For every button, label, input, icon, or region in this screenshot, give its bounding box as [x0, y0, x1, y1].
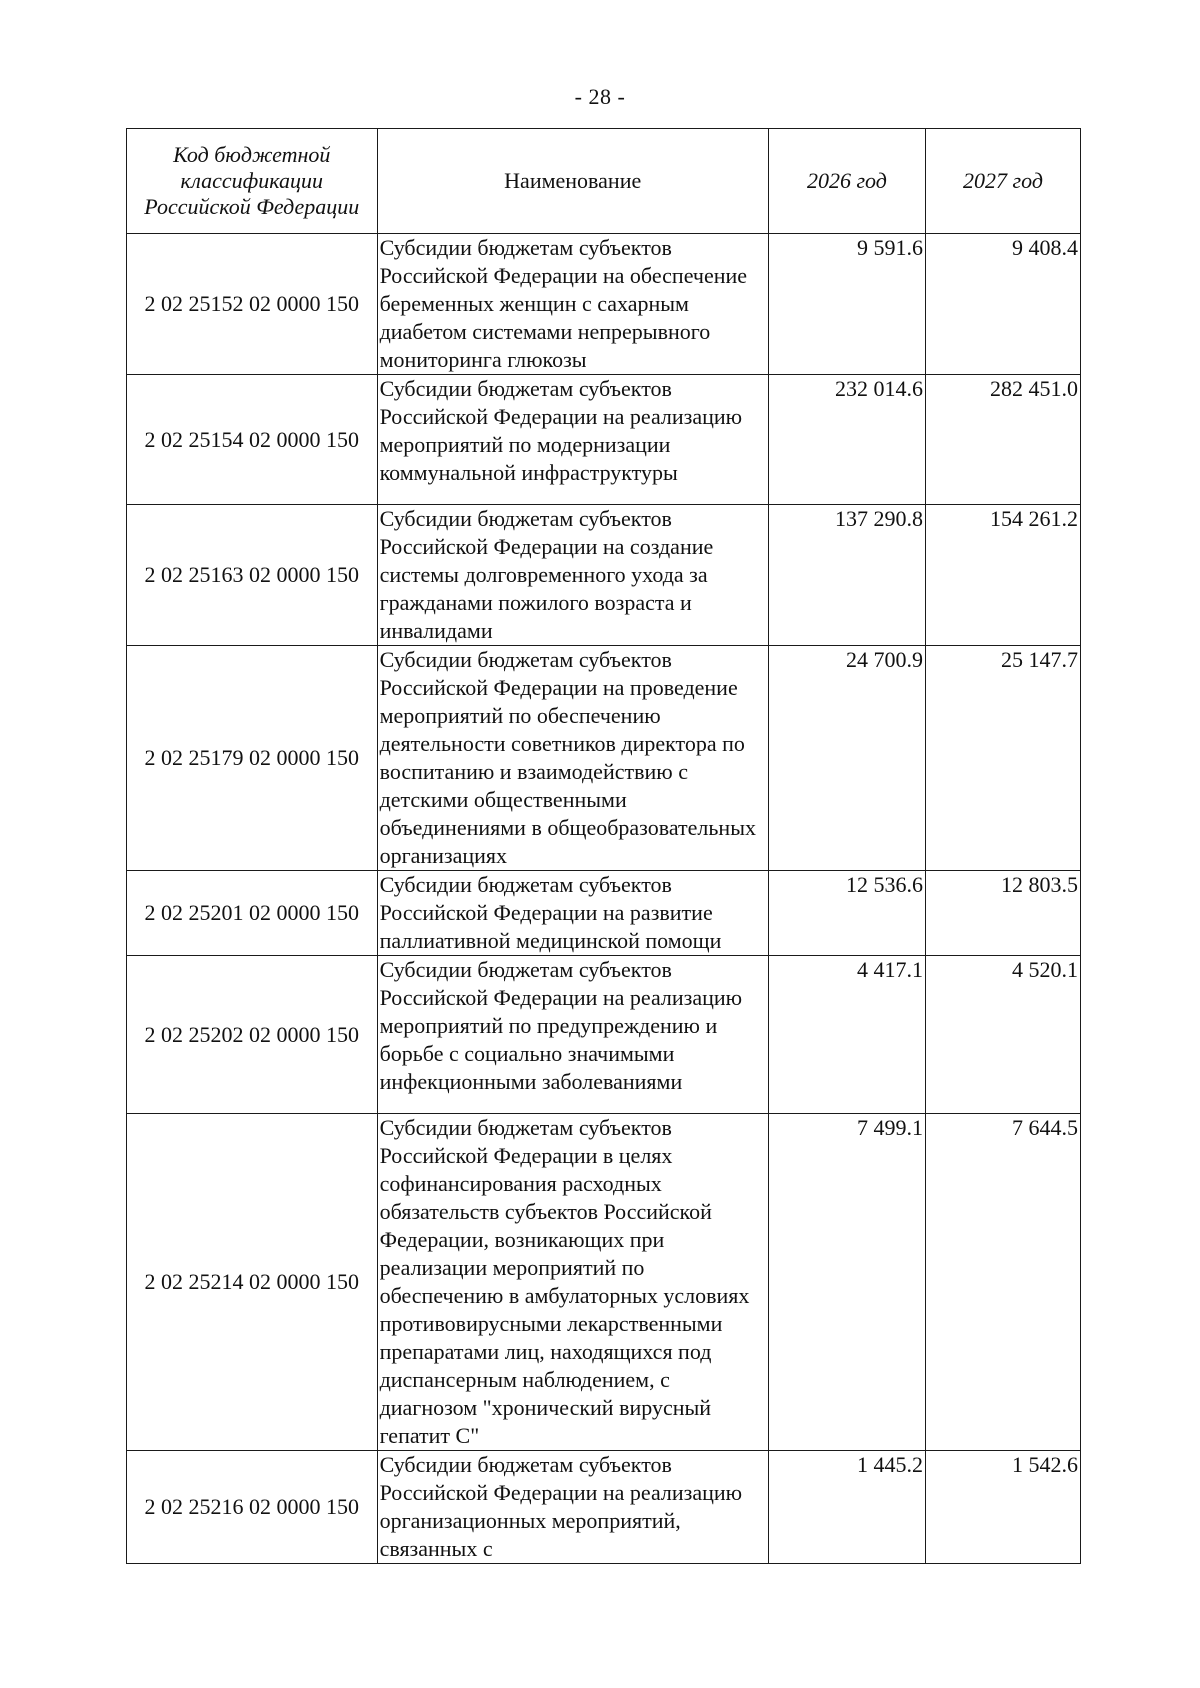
amount-2027: 7 644.5 [926, 1114, 1081, 1451]
amount-2027: 9 408.4 [926, 234, 1081, 375]
amount-2026: 4 417.1 [768, 956, 925, 1114]
amount-2026: 232 014.6 [768, 375, 925, 505]
budget-code: 2 02 25179 02 0000 150 [127, 646, 378, 871]
amount-2026: 7 499.1 [768, 1114, 925, 1451]
amount-2027: 25 147.7 [926, 646, 1081, 871]
amount-2026: 12 536.6 [768, 871, 925, 956]
column-header-2026: 2026 год [768, 129, 925, 234]
table-row [127, 1451, 1081, 1564]
amount-2027: 1 542.6 [926, 1451, 1081, 1564]
budget-code: 2 02 25202 02 0000 150 [127, 956, 378, 1114]
column-header-name: Наименование [377, 129, 768, 234]
table-row [127, 956, 1081, 1114]
item-name: Субсидии бюджетам субъектов Российской Федерации на создание системы долговременного ухода за гражданами пожилого возраста и инвалидами [377, 505, 768, 646]
item-name: Субсидии бюджетам субъектов Российской Федерации в целях софинансирования расходных обязательств субъектов Российской Федерации, возникающих при реализации мероприятий по обеспечению в амбулаторных условиях противовирусными лекарственными препаратами лиц, находящихся под диспансерным наблюдением, с диагнозом "хронический вирусный гепатит С" [377, 1114, 768, 1451]
amount-2027: 154 261.2 [926, 505, 1081, 646]
amount-2027: 12 803.5 [926, 871, 1081, 956]
table-row [127, 505, 1081, 646]
budget-code: 2 02 25201 02 0000 150 [127, 871, 378, 956]
code-header-line1: Код бюджетной [173, 142, 331, 167]
budget-code: 2 02 25163 02 0000 150 [127, 505, 378, 646]
table-row [127, 1114, 1081, 1451]
column-header-code [127, 129, 378, 234]
table-row [127, 871, 1081, 956]
budget-code: 2 02 25216 02 0000 150 [127, 1451, 378, 1564]
code-header-line2: классификации [180, 168, 324, 193]
page-number: - 28 - [574, 84, 626, 109]
budget-code: 2 02 25214 02 0000 150 [127, 1114, 378, 1451]
amount-2026: 1 445.2 [768, 1451, 925, 1564]
item-name: Субсидии бюджетам субъектов Российской Федерации на обеспечение беременных женщин с сахарным диабетом системами непрерывного мониторинга глюкозы [377, 234, 768, 375]
budget-code: 2 02 25152 02 0000 150 [127, 234, 378, 375]
table-row [127, 375, 1081, 505]
item-name: Субсидии бюджетам субъектов Российской Федерации на реализацию мероприятий по модернизации коммунальной инфраструктуры [377, 375, 768, 505]
item-name: Субсидии бюджетам субъектов Российской Федерации на реализацию мероприятий по предупреждению и борьбе с социально значимыми инфекционными заболеваниями [377, 956, 768, 1114]
budget-table [126, 128, 1081, 1564]
amount-2026: 24 700.9 [768, 646, 925, 871]
item-name: Субсидии бюджетам субъектов Российской Федерации на развитие паллиативной медицинской помощи [377, 871, 768, 956]
item-name: Субсидии бюджетам субъектов Российской Федерации на реализацию организационных мероприятий, связанных с [377, 1451, 768, 1564]
item-name: Субсидии бюджетам субъектов Российской Федерации на проведение мероприятий по обеспечению деятельности советников директора по воспитанию и взаимодействию с детскими общественными объединениями в общеобразовательных организациях [377, 646, 768, 871]
amount-2027: 282 451.0 [926, 375, 1081, 505]
amount-2026: 137 290.8 [768, 505, 925, 646]
table-header-row [127, 129, 1081, 234]
amount-2027: 4 520.1 [926, 956, 1081, 1114]
budget-code: 2 02 25154 02 0000 150 [127, 375, 378, 505]
column-header-2027: 2027 год [926, 129, 1081, 234]
amount-2026: 9 591.6 [768, 234, 925, 375]
table-row [127, 646, 1081, 871]
code-header-line3: Российской Федерации [144, 194, 360, 219]
table-row [127, 234, 1081, 375]
